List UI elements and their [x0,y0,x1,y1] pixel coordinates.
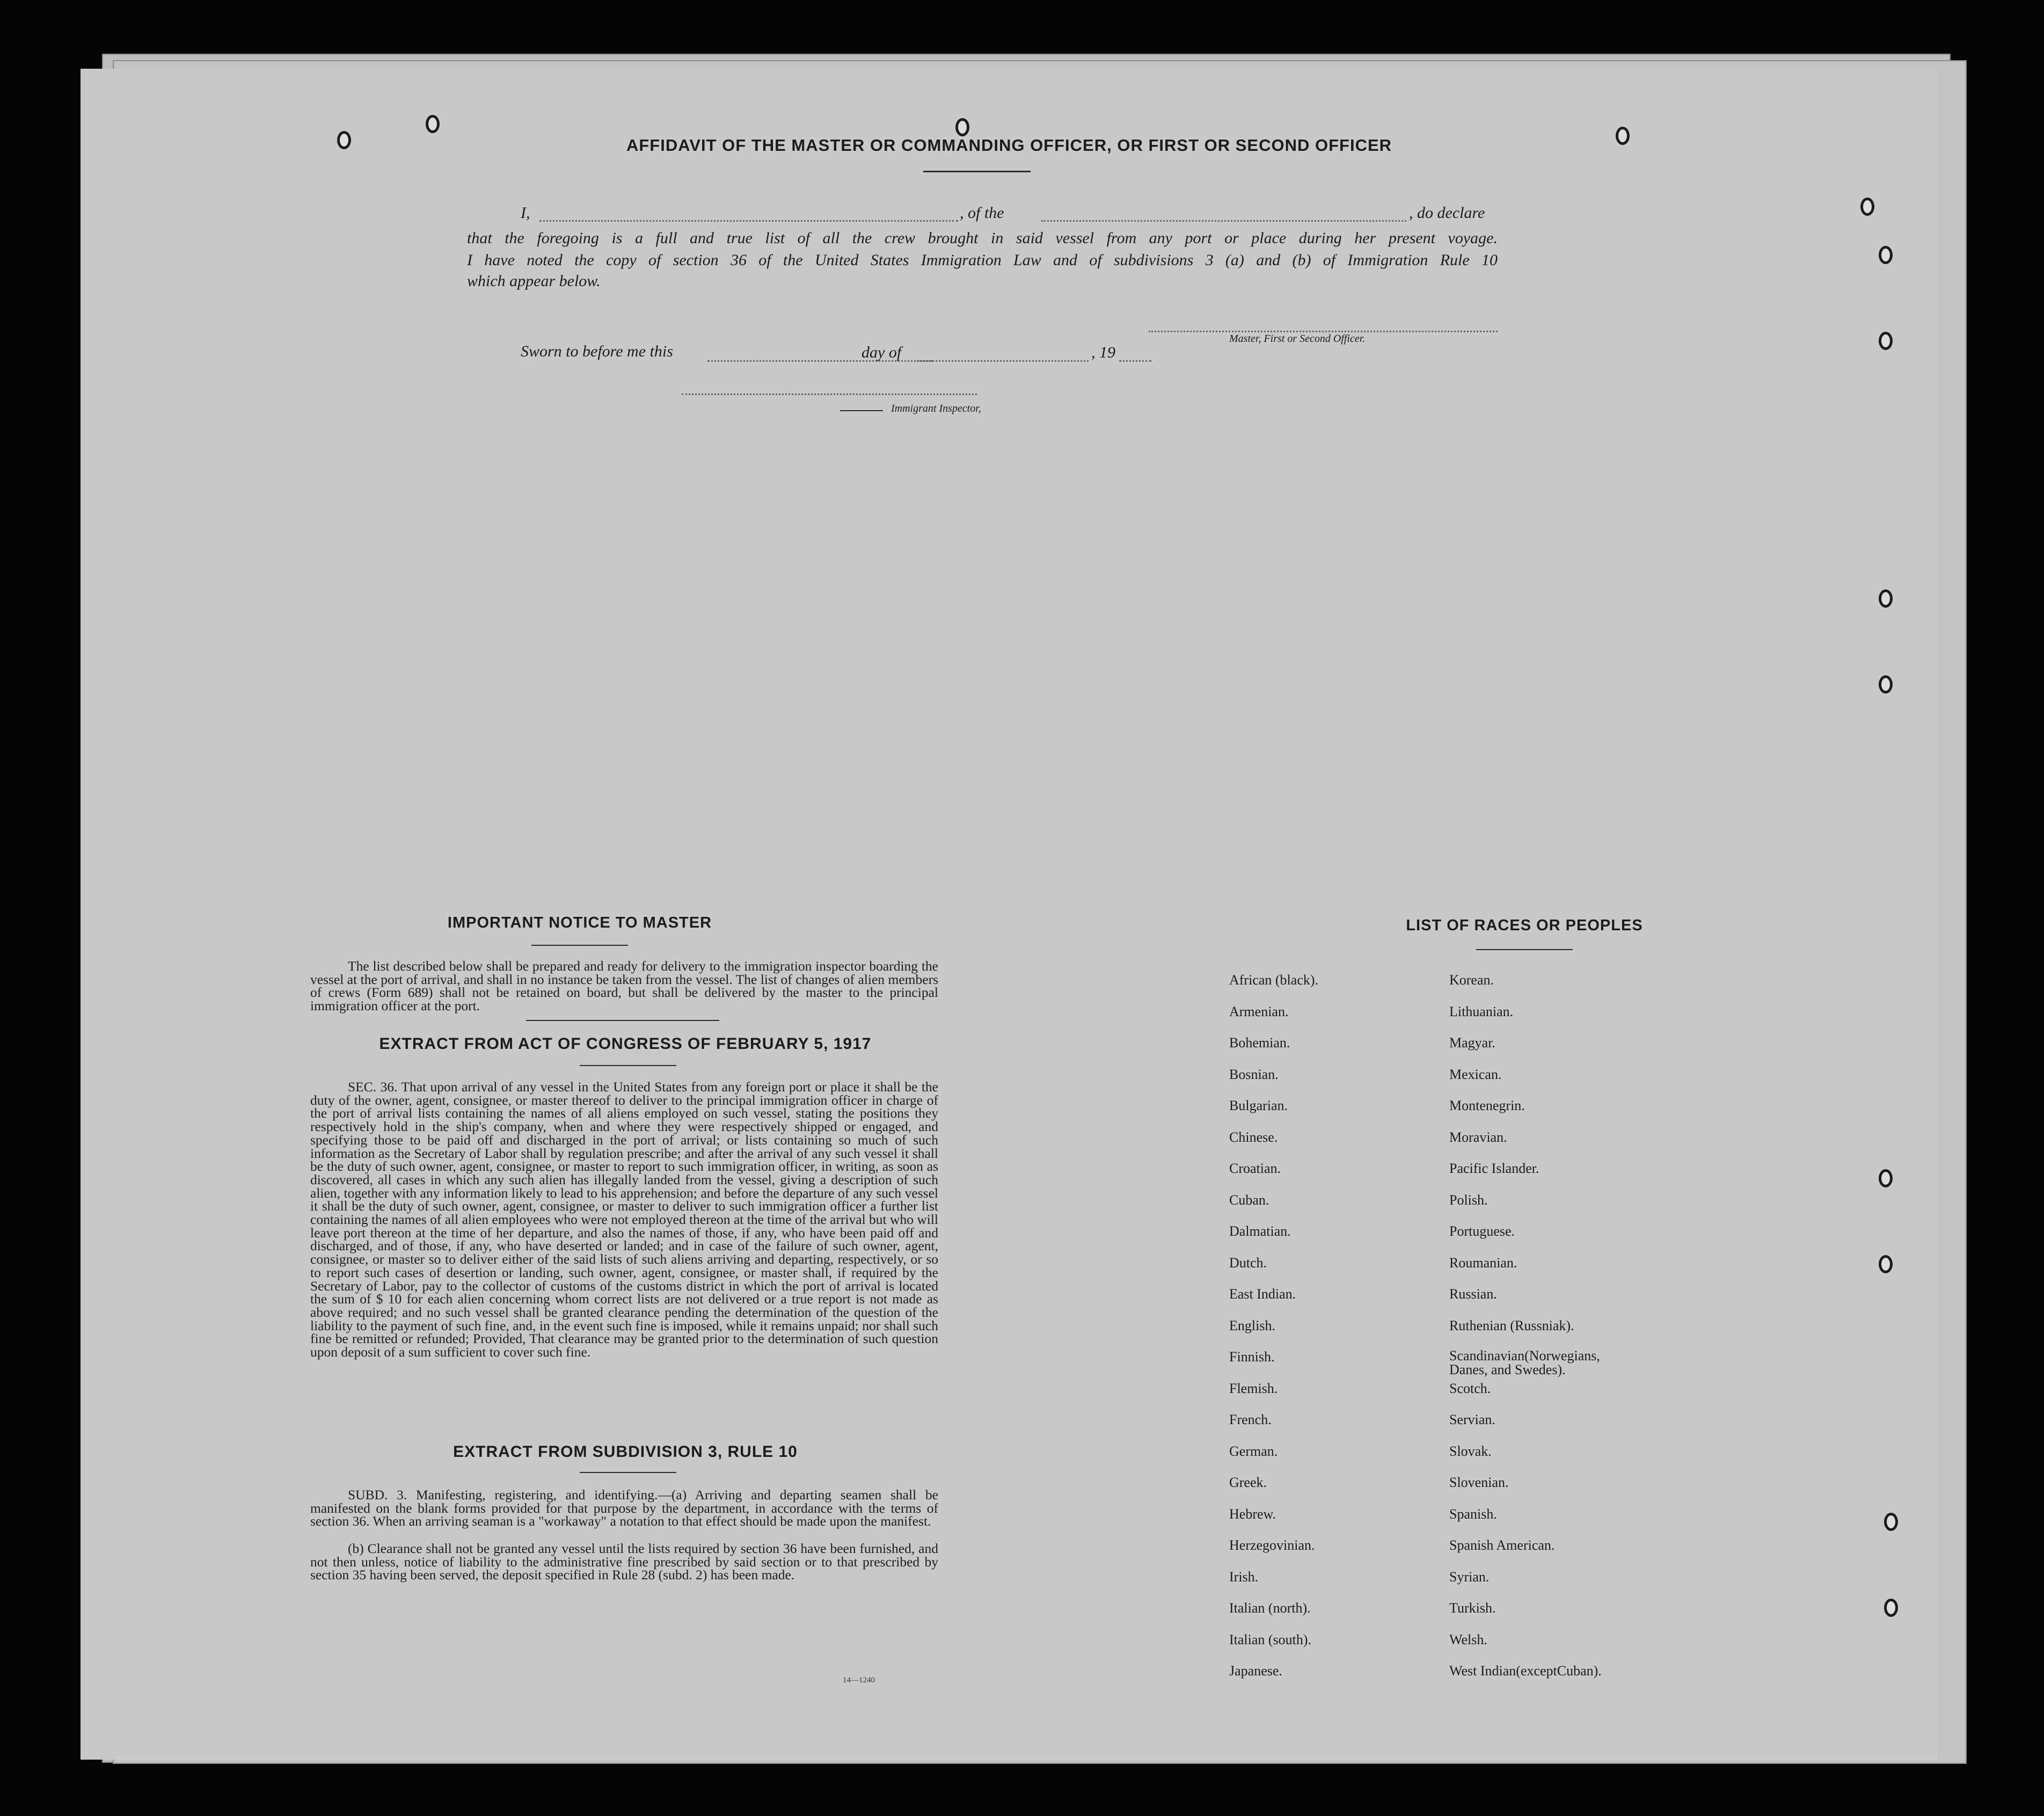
punch-hole [337,131,351,149]
affidavit-of-the: , of the [960,204,1004,222]
race-item: West Indian(exceptCuban). [1449,1663,1602,1679]
punch-hole [1860,198,1874,216]
race-item: Bosnian. [1229,1066,1279,1082]
inspector-dash [840,410,883,411]
punch-hole [1879,589,1893,608]
race-item: Magyar. [1449,1035,1495,1051]
punch-hole [426,115,440,133]
race-item: Portuguese. [1449,1223,1515,1239]
race-item: Moravian. [1449,1129,1507,1145]
races-title: LIST OF RACES OR PEOPLES [1406,917,1643,934]
races-left-column [1229,972,1318,1695]
notice-title: IMPORTANT NOTICE TO MASTER [447,914,712,931]
act-title: EXTRACT FROM ACT OF CONGRESS OF FEBRUARY 5, 1917 [379,1035,872,1053]
punch-hole [1879,675,1893,694]
race-item: Japanese. [1229,1663,1282,1679]
race-item: Ruthenian (Russniak). [1449,1317,1574,1333]
vessel-blank [1041,220,1406,222]
race-item: Spanish. [1449,1506,1497,1522]
race-item: Montenegrin. [1449,1098,1525,1113]
race-item: Finnish. [1229,1349,1275,1365]
punch-hole [1884,1513,1898,1531]
race-item: German. [1229,1443,1278,1459]
affidavit-declare: , do declare [1409,204,1485,222]
affidavit-title-rule [923,171,1031,172]
race-item: Bulgarian. [1229,1098,1288,1113]
signer-caption: Master, First or Second Officer. [1229,333,1366,345]
race-item: Greek. [1229,1475,1267,1490]
race-item: Irish. [1229,1569,1259,1585]
race-item: Roumanian. [1449,1255,1517,1271]
race-item: Slovak. [1449,1443,1492,1459]
notice-divider [526,1020,719,1021]
punch-hole [955,118,969,136]
day-of-text: day of [862,344,902,361]
race-item: Slovenian. [1449,1475,1509,1490]
race-item: Polish. [1449,1192,1488,1208]
affidavit-intro-i: I, [521,204,530,222]
punch-hole [1884,1599,1898,1617]
inspector-caption: Immigrant Inspector, [891,403,981,414]
sworn-text: Sworn to before me this [521,342,673,360]
affidavit-title: AFFIDAVIT OF THE MASTER OR COMMANDING OFFICER, OR FIRST OR SECOND OFFICER [626,136,1392,155]
year-blank [1119,360,1151,362]
form-number: 14—1240 [843,1676,875,1684]
race-item: French. [1229,1412,1272,1427]
rule-title-rule [580,1472,676,1473]
name-blank [539,220,958,222]
year-prefix: , 19 [1091,344,1115,361]
race-item: English. [1229,1317,1275,1333]
race-item: Russian. [1449,1286,1497,1302]
affidavit-line-1: that the foregoing is a full and true list of all the crew brought in said vessel from any port or place during her present voyage. [467,229,1498,247]
race-item: Flemish. [1229,1380,1278,1396]
race-item: East Indian. [1229,1286,1296,1302]
inspector-signature-line [682,393,977,395]
race-item: Bohemian. [1229,1035,1290,1051]
punch-hole [1879,1255,1893,1273]
race-item: Italian (south). [1229,1631,1312,1647]
rule-text-b: (b) Clearance shall not be granted any vessel until the lists required by section 36 have been furnished, and not then unless, notice of liability to the administrative fine prescribed by said section or to that prescribed by section 35 having been served, the deposit specified in Rule 28 (subd. 2) has been made. [310,1541,938,1583]
rule-title: EXTRACT FROM SUBDIVISION 3, RULE 10 [453,1443,798,1461]
document-page [81,69,1938,1760]
rule-text-a: SUBD. 3. Manifesting, registering, and identifying.—(a) Arriving and departing seamen shall be manifested on the blank forms provided for that purpose by the department, in accordance with the terms of section 36. When an arriving seaman is a "workaway" a notation to that effect should be made upon the manifest. [310,1487,938,1529]
affidavit-line-3: which appear below. [467,272,601,290]
punch-hole [1879,246,1893,264]
affidavit-line-2: I have noted the copy of section 36 of the United States Immigration Law and of subdivisions 3 (a) and (b) of Immigration Rule 10 [467,251,1498,269]
notice-title-rule [531,945,628,946]
race-item: Cuban. [1229,1192,1269,1208]
races-title-rule [1476,949,1573,950]
punch-hole [1879,332,1893,350]
notice-text: The list described below shall be prepared and ready for delivery to the immigration inspector boarding the vessel at the port of arrival, and shall in no instance be taken from the vessel. The list of changes of alien members of crews (Form 689) shall not be retained on board, but shall be delivered by the master to the principal immigration officer at the port. [310,958,938,1014]
race-item: Welsh. [1449,1631,1487,1647]
races-right-column [1449,972,1632,1695]
race-item: Scotch. [1449,1380,1491,1396]
race-item: Hebrew. [1229,1506,1276,1522]
race-item: Pacific Islander. [1449,1161,1539,1176]
race-item: Dutch. [1229,1255,1267,1271]
race-item: Mexican. [1449,1066,1502,1082]
race-item: Croatian. [1229,1161,1281,1176]
race-item: Spanish American. [1449,1537,1555,1553]
race-item: African (black). [1229,972,1319,988]
race-item: Syrian. [1449,1569,1490,1585]
race-item: Italian (north). [1229,1600,1311,1616]
race-item: Lithuanian. [1449,1003,1514,1019]
race-item: Korean. [1449,972,1494,988]
act-text: SEC. 36. That upon arrival of any vessel in the United States from any foreign port or place it shall be the duty of the owner, agent, consignee, or master thereof to deliver to the principal immigration officer in charge of the port of arrival lists containing the names of all aliens employed on such vessel, stating the positions they respectively hold in the ship's company, when and where they were respectively shipped or engaged, and specifying those to be paid off and discharged in the port of arrival; or lists containing so much of such information as the Secretary of Labor shall by regulation prescribe; and after the arrival of any such vessel it shall be the duty of such owner, agent, consignee, or master to report to such immigration officer, in writing, as soon as discovered, all cases in which any such alien has illegally landed from the vessel, giving a description of such alien, together with any information likely to lead to his apprehension; and before the departure of any such vessel it shall be the duty of such owner, agent, consignee, or master to deliver to such immigration officer a further list containing the names of all alien employees who were not employed thereon at the time of the arrival but who will leave port thereon at the time of her departure, and also the names of those, if any, who have been paid off and discharged, and of those, if any, who have deserted or landed; and in case of the failure of such owner, agent, consignee, or master so to deliver either of the said lists of such aliens arriving and departing, respectively, or so to report such cases of desertion or landing, such owner, agent, consignee, or master shall, if required by the Secretary of Labor, pay to the collector of customs of the customs district in which the port of arrival is located the sum of $ 10 for each alien concerning whom correct lists are not delivered or a true report is not made as above required; and no such vessel shall be granted clearance pending the determination of the question of the liability to the payment of such fine, and, in the event such fine is imposed, while it remains unpaid; nor shall such fine be remitted or refunded; Provided, That clearance may be granted prior to the determination of such question upon deposit of a sum sufficient to cover such fine. [310,1079,938,1360]
race-item: Dalmatian. [1229,1223,1291,1239]
race-item: Herzegovinian. [1229,1537,1315,1553]
act-title-rule [580,1065,676,1066]
race-item: Scandinavian(Norwegians, Danes, and Swedes). [1449,1348,1600,1377]
sworn-month-blank [917,360,1089,362]
race-item: Servian. [1449,1412,1495,1427]
race-item: Chinese. [1229,1129,1278,1145]
punch-hole [1879,1169,1893,1187]
race-item: Turkish. [1449,1600,1496,1616]
signer-signature-line [1149,331,1498,332]
race-item: Armenian. [1229,1003,1289,1019]
